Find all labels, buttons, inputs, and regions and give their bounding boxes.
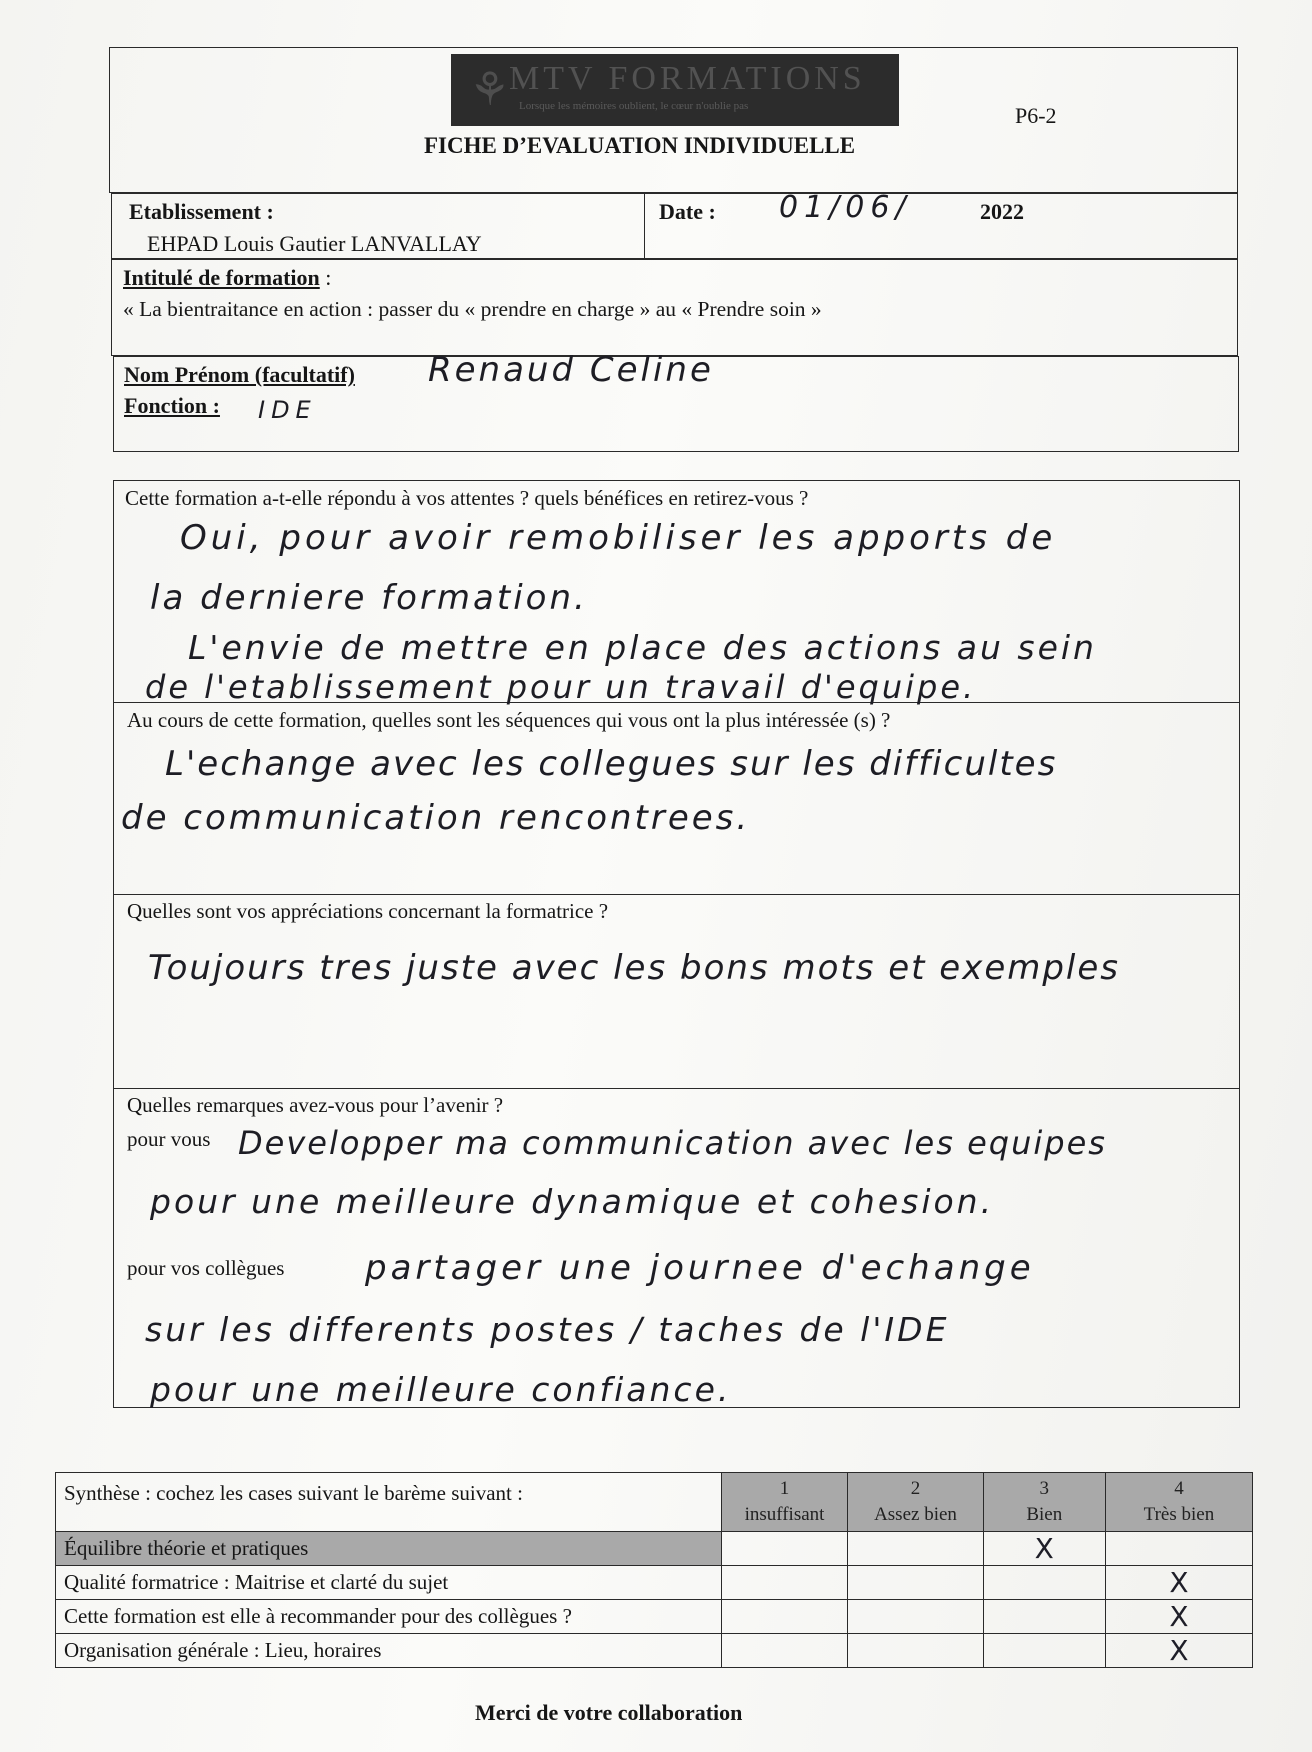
scale-2 bbox=[848, 1473, 983, 1532]
name-handwritten: Renaud Celine bbox=[428, 350, 714, 390]
form-title: FICHE D’EVALUATION INDIVIDUELLE bbox=[424, 133, 856, 158]
scale-3-label: Bien bbox=[1026, 1504, 1063, 1525]
synthesis-row-3-label: Cette formation est elle à recommander pour des collègues ? bbox=[56, 1600, 722, 1634]
question-divider-3 bbox=[113, 1088, 1240, 1089]
row-2-cell-1[interactable] bbox=[721, 1566, 848, 1600]
answer-3-line-1: Toujours tres juste avec les bons mots et exemples bbox=[148, 948, 1121, 988]
logo bbox=[451, 54, 899, 126]
date-handwritten: 01/06/ bbox=[779, 190, 912, 225]
for-you-line-1: Developper ma communication avec les equipes bbox=[238, 1124, 1107, 1162]
row-1-cell-4[interactable] bbox=[1105, 1532, 1252, 1566]
row-3-cell-2[interactable] bbox=[848, 1600, 983, 1634]
question-3: Quelles sont vos appréciations concernant la formatrice ? bbox=[127, 899, 609, 923]
answer-2-line-2: de communication rencontrees. bbox=[121, 798, 751, 838]
training-title: « La bientraitance en action : passer du « prendre en charge » au « Prendre soin » bbox=[123, 297, 822, 321]
function-label: Fonction : bbox=[124, 393, 220, 418]
row-4-cell-4-checkmark[interactable]: X bbox=[1105, 1634, 1252, 1668]
row-3-cell-1[interactable] bbox=[721, 1600, 848, 1634]
row-3-cell-3[interactable] bbox=[983, 1600, 1105, 1634]
scale-2-label: Assez bien bbox=[874, 1504, 957, 1525]
scale-1 bbox=[721, 1473, 848, 1532]
synthesis-header-row bbox=[56, 1473, 1253, 1532]
synthesis-row-1 bbox=[56, 1532, 1253, 1566]
question-1: Cette formation a-t-elle répondu à vos attentes ? quels bénéfices en retirez-vous ? bbox=[125, 486, 809, 510]
answer-2-line-1: L'echange avec les collegues sur les difficultes bbox=[165, 744, 1058, 784]
row-1-cell-3-checkmark[interactable]: X bbox=[983, 1532, 1105, 1566]
row-4-cell-2[interactable] bbox=[848, 1634, 983, 1668]
scale-1-num: 1 bbox=[779, 1478, 790, 1499]
scale-4 bbox=[1105, 1473, 1252, 1532]
row-1-cell-2[interactable] bbox=[848, 1532, 983, 1566]
answer-1-line-1: Oui, pour avoir remobiliser les apports de bbox=[180, 518, 1057, 558]
synthesis-instruction: Synthèse : cochez les cases suivant le barème suivant : bbox=[56, 1473, 722, 1532]
training-label: Intitulé de formation bbox=[123, 265, 320, 290]
scale-3 bbox=[983, 1473, 1105, 1532]
training-label-colon: : bbox=[319, 265, 332, 290]
establishment-label: Etablissement : bbox=[129, 199, 274, 224]
logo-mark-icon: ⚘ bbox=[469, 64, 511, 115]
logo-subtitle: Lorsque les mémoires oublient, le cœur n'oublie pas bbox=[519, 100, 749, 112]
question-2: Au cours de cette formation, quelles sont les séquences qui vous ont la plus intéressée (s) ? bbox=[127, 708, 891, 732]
row-2-cell-2[interactable] bbox=[848, 1566, 983, 1600]
date-year: 2022 bbox=[980, 199, 1024, 224]
establishment-date-divider bbox=[644, 193, 645, 259]
form-code: P6-2 bbox=[1015, 103, 1057, 128]
synthesis-row-1-label: Équilibre théorie et pratiques bbox=[56, 1532, 722, 1566]
for-colleagues-line-2: sur les differents postes / taches de l'IDE bbox=[145, 1310, 950, 1349]
synthesis-row-2-label: Qualité formatrice : Maitrise et clarté du sujet bbox=[56, 1566, 722, 1600]
answer-1-line-4: de l'etablissement pour un travail d'equipe. bbox=[145, 668, 977, 706]
synthesis-row-4 bbox=[56, 1634, 1253, 1668]
question-divider-2 bbox=[113, 894, 1240, 895]
training-label-row bbox=[123, 265, 331, 291]
for-colleagues-line-3: pour une meilleure confiance. bbox=[150, 1370, 732, 1409]
establishment-value: EHPAD Louis Gautier LANVALLAY bbox=[147, 231, 482, 256]
name-label: Nom Prénom (facultatif) bbox=[124, 362, 355, 387]
row-2-cell-3[interactable] bbox=[983, 1566, 1105, 1600]
date-label: Date : bbox=[659, 199, 716, 224]
row-4-cell-1[interactable] bbox=[721, 1634, 848, 1668]
synthesis-row-2 bbox=[56, 1566, 1253, 1600]
row-1-cell-1[interactable] bbox=[721, 1532, 848, 1566]
for-colleagues-line-1: partager une journee d'echange bbox=[365, 1248, 1035, 1288]
for-colleagues-label: pour vos collègues bbox=[127, 1256, 285, 1280]
function-handwritten: IDE bbox=[258, 396, 317, 424]
row-2-cell-4-checkmark[interactable]: X bbox=[1105, 1566, 1252, 1600]
question-4: Quelles remarques avez-vous pour l’avenir ? bbox=[127, 1093, 504, 1117]
footer-thanks: Merci de votre collaboration bbox=[475, 1700, 743, 1725]
scale-3-num: 3 bbox=[1039, 1478, 1050, 1499]
scale-4-num: 4 bbox=[1174, 1478, 1184, 1499]
logo-title: MTV FORMATIONS bbox=[509, 60, 866, 97]
synthesis-row-4-label: Organisation générale : Lieu, horaires bbox=[56, 1634, 722, 1668]
synthesis-table bbox=[55, 1472, 1253, 1668]
row-3-cell-4-checkmark[interactable]: X bbox=[1105, 1600, 1252, 1634]
for-you-label: pour vous bbox=[127, 1127, 211, 1151]
scale-4-label: Très bien bbox=[1143, 1504, 1215, 1525]
scale-2-num: 2 bbox=[910, 1478, 921, 1499]
synthesis-row-3 bbox=[56, 1600, 1253, 1634]
row-4-cell-3[interactable] bbox=[983, 1634, 1105, 1668]
answer-1-line-3: L'envie de mettre en place des actions au sein bbox=[188, 628, 1097, 667]
scale-1-label: insuffisant bbox=[744, 1504, 825, 1525]
for-you-line-2: pour une meilleure dynamique et cohesion. bbox=[150, 1182, 995, 1221]
answer-1-line-2: la derniere formation. bbox=[150, 578, 588, 618]
